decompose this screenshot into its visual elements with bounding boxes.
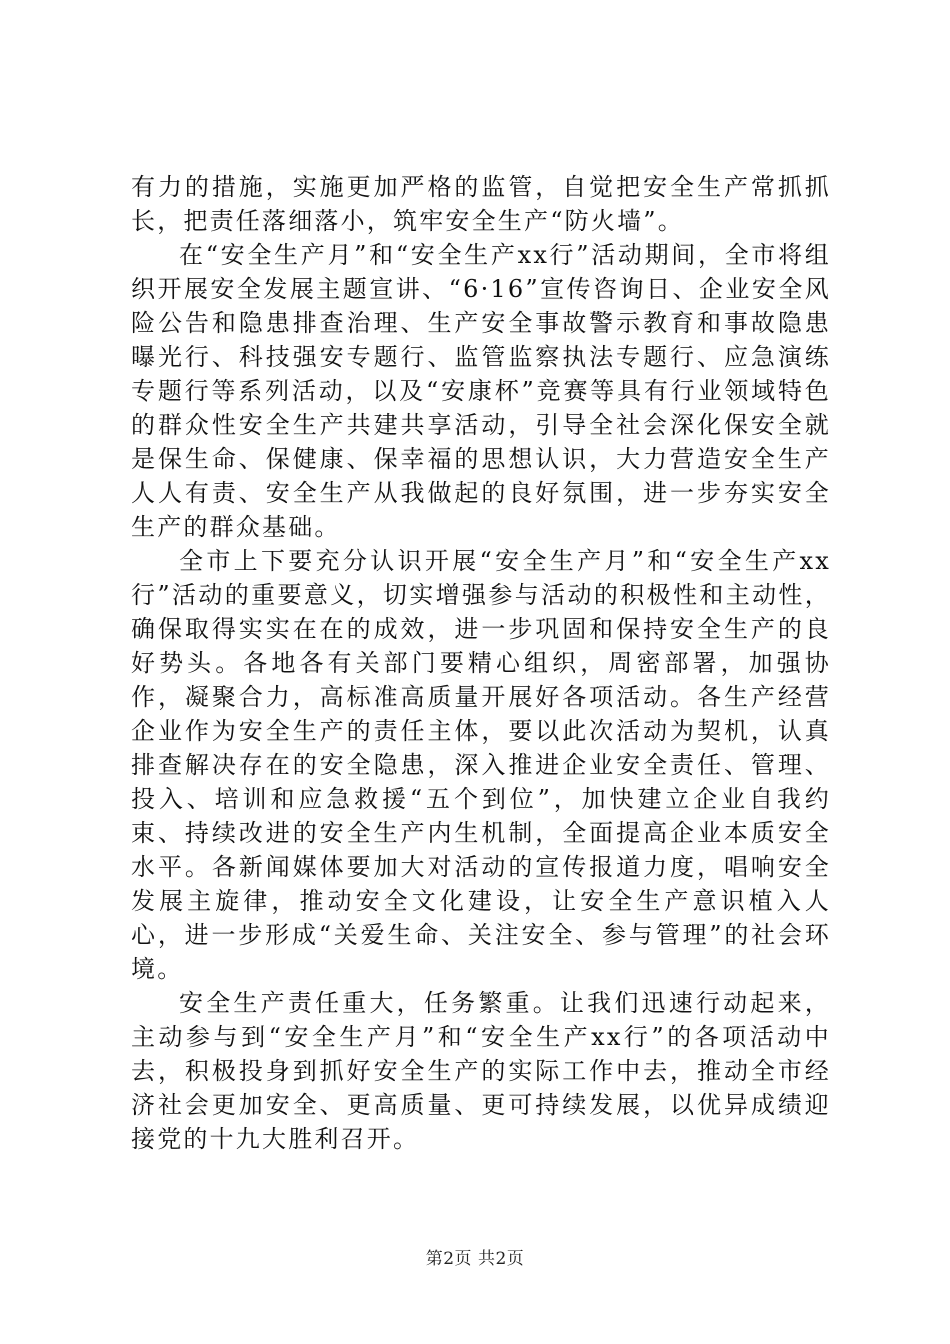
paragraph-continued: 有力的措施，实施更加严格的监管，自觉把安全生产常抓抓长，把责任落细落小，筑牢安全生产“防火墙”。 xyxy=(131,173,831,235)
document-body xyxy=(131,170,831,1156)
page-number: 第2页 共2页 xyxy=(425,1249,525,1269)
paragraph-closing: 安全生产责任重大，任务繁重。让我们迅速行动起来，主动参与到“安全生产月”和“安全生产xx行”的各项活动中去，积极投身到抓好安全生产的实际工作中去，推动全市经济社会更加安全、更高质量、更可持续发展，以优异成绩迎接党的十九大胜利召开。 xyxy=(131,989,831,1153)
paragraph-activities: 在“安全生产月”和“安全生产xx行”活动期间，全市将组织开展安全发展主题宣讲、“6·16”宣传咨询日、企业安全风险公告和隐患排查治理、生产安全事故警示教育和事故隐患曝光行、科技强安专题行、监管监察执法专题行、应急演练专题行等系列活动，以及“安康杯”竞赛等具有行业领域特色的群众性安全生产共建共享活动，引导全社会深化保安全就是保生命、保健康、保幸福的思想认识，大力营造安全生产人人有责、安全生产从我做起的良好氛围，进一步夯实安全生产的群众基础。 xyxy=(131,241,831,541)
paragraph-significance: 全市上下要充分认识开展“安全生产月”和“安全生产xx行”活动的重要意义，切实增强参与活动的积极性和主动性，确保取得实实在在的成效，进一步巩固和保持安全生产的良好势头。各地各有关部门要精心组织，周密部署，加强协作，凝聚合力，高标准高质量开展好各项活动。各生产经营企业作为安全生产的责任主体，要以此次活动为契机，认真排查解决存在的安全隐患，深入推进企业安全责任、管理、投入、培训和应急救援“五个到位”，加快建立企业自我约束、持续改进的安全生产内生机制，全面提高企业本质安全水平。各新闻媒体要加大对活动的宣传报道力度，唱响安全发展主旋律，推动安全文化建设，让安全生产意识植入人心，进一步形成“关爱生命、关注安全、参与管理”的社会环境。 xyxy=(131,547,831,983)
